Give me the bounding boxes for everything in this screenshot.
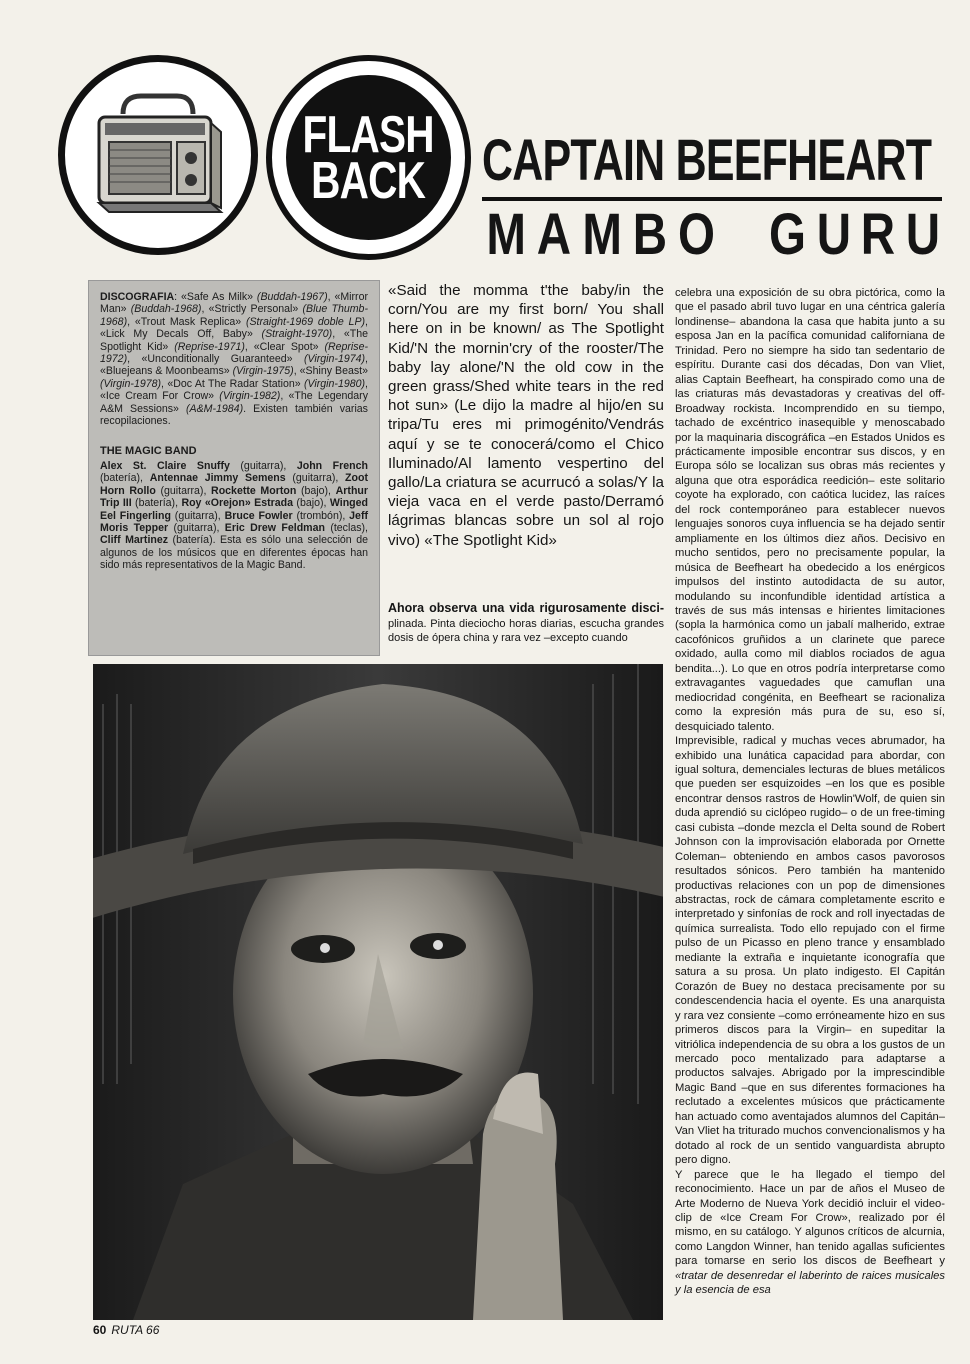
discography-box <box>88 280 380 656</box>
page-footer <box>93 1323 159 1337</box>
intro-text: plinada. Pinta dieciocho horas diarias, escucha grandes dosis de ópera china y rara vez –excepto cuando <box>388 617 664 645</box>
band-member: Rockette Morton <box>211 484 297 497</box>
magic-band-list <box>100 460 368 572</box>
band-member: Eric Drew Feldman <box>224 521 325 534</box>
subtitle-letter: A <box>536 202 572 267</box>
intro-paragraph <box>388 601 664 646</box>
subtitle-letter: U <box>816 202 851 267</box>
band-member: Antennae Jimmy Semens <box>149 472 286 485</box>
lyrics-quote: «Said the momma t'the baby/in the corn/You are my first born/ You shall here on in be known/ as The Spotlight Kid/'N the mornin'cry of the rooster/The baby lay alone/'N the old cow in the green grass/Shed white tears in the red hot sun» (Le dijo la madre al hijo/en su tripa/Tu eres mi primogénito/Vendrás aquí y se te conocerá/como el Chico Iluminado/Al lamento vespertino del gallo/La criatura se acurrucó a solas/Y la vieja vaca en el verde pasto/Derramó lágrimas blancas sobre un sol al rojo vivo) «The Spotlight Kid» <box>388 282 664 549</box>
body-paragraph <box>675 1168 945 1298</box>
album-label-year: (Buddah-1967) <box>256 291 328 303</box>
album-label-year: (Reprise-1972) <box>100 340 368 366</box>
magazine-name: RUTA 66 <box>111 1323 160 1337</box>
album-label-year: (Virgin-1982) <box>219 390 281 403</box>
album-title: , «Clear Spot» <box>244 340 325 353</box>
album-label-year: (Virgin-1978) <box>100 377 162 390</box>
band-role: (trombón), <box>292 509 350 522</box>
band-role: (guitarra), <box>170 509 225 522</box>
album-label-year: (Virgin-1980) <box>304 377 366 390</box>
article-title: CAPTAIN BEEFHEART <box>482 128 932 193</box>
album-title: , «Lick My Decals Off, Baby» <box>100 315 368 341</box>
band-role: (bajo), <box>296 484 336 497</box>
album-label-year: (Virgin-1975) <box>232 365 294 378</box>
discography-text: DISCOGRAFIA: «Safe As Milk» (Buddah-1967), «Mirror Man» (Buddah-1968), «Strictly Personal» (Blue Thumb-1968), «Trout Mask Replica» (Straight-1969 doble LP), «Lick My Decals Off, Baby» (Straight-1970), «The Spotlight Kid» (Reprise-1971), «Clear Spot» (Reprise-1972), «Unconditionally Guaranteed» (Virgin-1974), «Bluejeans & Moonbeams» (Virgin-1975), «Shiny Beast» (Virgin-1978), «Doc At The Radar Station» (Virgin-1980), «Ice Cream For Crow» (Virgin-1982), «The Legendary A&M Sessions» (A&M-1984). Existen también varias recopilaciones. <box>100 291 369 428</box>
flashback-badge <box>266 55 471 260</box>
subtitle-letter: G <box>768 202 806 267</box>
band-member: Arthur Trip III <box>100 484 369 510</box>
page-number: 60 <box>93 1323 107 1337</box>
band-member: Cliff Martinez <box>100 534 169 547</box>
band-role: (guitarra), <box>155 484 212 497</box>
body-paragraph: Imprevisible, radical y muchas veces abrumador, ha exhibido una lunática capacidad para abordar, con igual soltura, demenciales lecturas de blues metálicos que pueden ser esquizoides –en los que es posible encontrar densos rastros de Howlin'Wolf, de quien sin duda aprendió su ciclópeo rugido– o de un free-timing casi cubista –donde mezcla el Delta sound de Robert Johnson con la improvisación elaborada por Ornette Coleman– obteniendo en ambos casos pavorosos resultados sónicos. Pero también ha mantenido productivas relaciones con un pop de dimensiones abstractas, rock de cámara completamente escrito e interpretado y sinfonías de rock and roll inyectadas de química surrealista. Todo ello repujado con el firme pulso de un Picasso en pleno trance y ensamblado mediante la extraña e inquietante iconografía que satura a su prosa. Un plato indigesto. El Capitán Corazón de Buey no destaca precisamente por su condescendencia hacia el oyente. Es una anarquista y rara vez consiente –como erróneamente hizo en sus primeros discos para la Virgin– en supeditar la vitriólica independencia de su obra a los gustos de un mercado poco mentalizado para adaptarse a productos salvajes. Abrigado por la imprescindible Magic Band –que en sus diferentes formaciones ha reclutado a excelentes músicos que prácticamente han actuado como aventajados alumnos del Capitán– Van Vliet ha triturado muchos convencionalismos y ha dotado al rock de un sentido vanguardista abrupto pero digno. <box>675 735 945 1167</box>
subtitle-letter: M <box>582 202 622 267</box>
album-label-year: (Straight-1970) <box>261 328 333 341</box>
album-title: , «Ice Cream For Crow» <box>100 377 368 403</box>
article-body <box>675 286 945 1298</box>
album-label-year: (Virgin-1974) <box>304 353 366 366</box>
subtitle-letter: O <box>677 202 715 267</box>
portrait-photo <box>93 664 663 1320</box>
band-role: (guitarra), <box>168 521 225 534</box>
band-role: (batería), <box>131 497 182 510</box>
album-title: , «Trout Mask Replica» <box>127 315 246 328</box>
album-title: , «Unconditionally Guaranteed» <box>127 353 304 366</box>
album-label-year: (Straight-1969 doble LP) <box>245 315 366 328</box>
body-text: Y parece que le ha llegado el tiempo del reconocimiento. Hace un par de años el Museo de Arte Moderno de Nueva York decidió incluir el video-clip de «Ice Cream For Crow», realizado por él mismo, en su catálogo. Y algunos críticos de alcurnia, como Langdon Winner, han tenido agallas suficientes para tomarse en serio los discos de Beefheart y <box>675 1168 945 1268</box>
album-title: , «The Legendary A&M Sessions» <box>100 390 368 415</box>
album-title: , «Strictly Personal» <box>201 303 303 316</box>
album-label-year: (Reprise-1971) <box>174 340 245 353</box>
discography-list <box>100 291 368 427</box>
intro-lead: Ahora observa una vida rigurosamente disci- <box>388 601 664 615</box>
article-subtitle <box>482 202 944 267</box>
album-title: , «Bluejeans & Moonbeams» <box>100 353 368 378</box>
band-member: Alex St. Claire Snuffy <box>100 459 230 472</box>
discography-label: DISCOGRAFIA <box>100 291 175 303</box>
album-label-year: (Blue Thumb-1968) <box>100 303 368 328</box>
band-role: (teclas), <box>324 521 368 534</box>
band-member: John French <box>296 459 368 472</box>
band-member: Bruce Fowler <box>224 509 293 522</box>
magic-band-heading: THE MAGIC BAND <box>100 445 197 458</box>
radio-icon <box>65 62 251 248</box>
band-member: Jeff Moris Tepper <box>100 509 368 534</box>
album-title: . Existen también varias recopilaciones. <box>100 402 368 428</box>
band-role: (batería). Esta es sólo una selección de algunos de los músicos que en diferentes épocas han sido más representativos de la Magic Band. <box>100 534 368 572</box>
body-quote: «tratar de desenredar el laberinto de raices musicales y la esencia de esa <box>675 1269 945 1297</box>
subtitle-letter: B <box>632 202 668 267</box>
album-label-year: (Buddah-1968) <box>130 303 202 316</box>
band-role: (batería), <box>100 472 150 485</box>
album-title: , «Shiny Beast» <box>293 365 368 378</box>
band-role: (guitarra), <box>285 472 346 485</box>
band-member: Winged Eel Fingerling <box>100 497 369 522</box>
album-title: , «Mirror Man» <box>100 291 369 316</box>
band-member: Roy «Orejon» Estrada <box>181 497 294 510</box>
album-title: , «The Spotlight Kid» <box>100 328 368 353</box>
subtitle-gap <box>725 205 758 265</box>
flash-word: FLASH <box>302 105 435 164</box>
title-divider <box>482 197 942 201</box>
subtitle-letter: R <box>861 202 896 267</box>
radio-emblem <box>58 55 258 255</box>
album-title: , «Doc At The Radar Station» <box>161 377 304 390</box>
album-title: «Safe As Milk» <box>181 291 257 303</box>
band-role: (guitarra), <box>229 459 297 472</box>
subtitle-letter: U <box>905 202 941 267</box>
subtitle-letter: M <box>486 202 526 267</box>
back-word: BACK <box>311 151 426 210</box>
body-paragraph: celebra una exposición de su obra pictórica, como la que el pasado abril tuvo lugar en una céntrica galería londinense– abandona la casa que habita junto a su esposa Jan en la pacífica comunidad californiana de Trinidad. Pero no siempre ha sido tan sedentario de espíritu. Durante casi dos décadas, Don van Vliet, alias Captain Beefheart, ha conspirado como una de las criaturas más devastadoras y creativas del off-Broadway rockista. Incomprendido en su tiempo, tachado de excéntrico inasequible y menoscabado por la maquinaria discográfica –en Estados Unidos es prácticamente imposible encontrar sus discos, y en Europa sólo se localizan sus obras más recientes y alguna que otra esporádica reedición– este solitario coyote ha explorado, con caótica lucidez, las raíces del rock contemporáneo para establecer nuevos lenguajes sonoros cuya influencia se ha dejado sentir ampliamente en los últimos diez años. Decisivo en mucho sentidos, pero no precisamente popular, la música de Beefheart ha obedecido a los enérgicos impulsos del instinto autodidacta de su autor, modulando su inconfundible identidad artística a través de sus más intensas e hirientes limitaciones (sopla la harmónica como un jabalí malherido, extrae cacofónicos gruñidos a un clarinete que parece oxidado, aulla como mil diablos rociados de agua bendita...). Lo que en otros podría interpretarse como extravagantes vaguedades que camuflan una mediocridad congénita, en Beefheart se racionaliza como la expresión más pura de su, eso sí, desquiciado talento. <box>675 287 945 733</box>
band-role: (bajo), <box>293 497 330 510</box>
album-label-year: (A&M-1984) <box>186 402 244 415</box>
band-member: Zoot Horn Rollo <box>100 472 368 497</box>
